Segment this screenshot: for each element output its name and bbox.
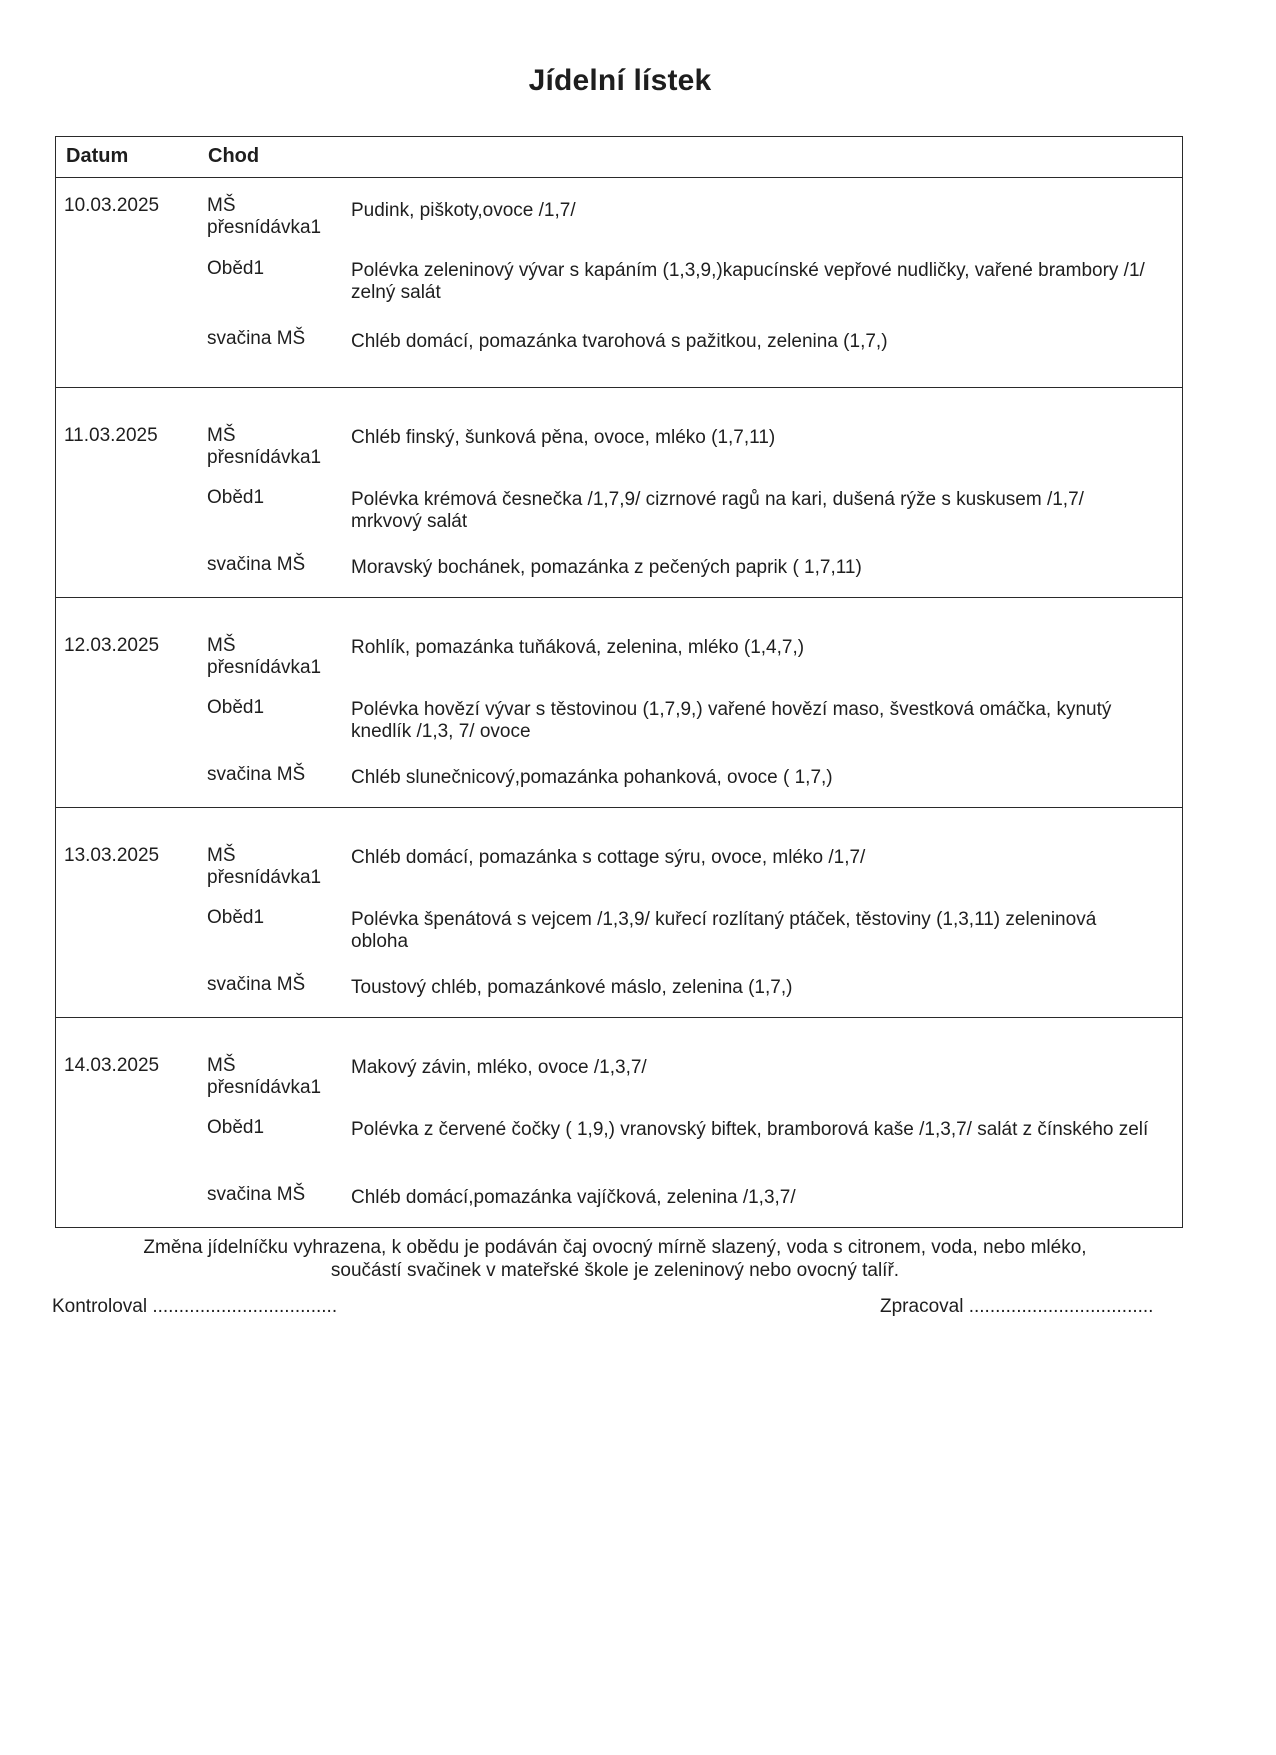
dish-text: Polévka zeleninový vývar s kapáním (1,3,9,)kapucínské vepřové nudličky, vařené brambory /1/ zelný salát bbox=[351, 260, 1145, 303]
dish-text: Chléb domácí,pomazánka vajíčková, zelenina /1,3,7/ bbox=[351, 1187, 796, 1208]
day-block bbox=[56, 598, 1182, 808]
course-name: Oběd1 bbox=[207, 487, 265, 508]
course-name: svačina MŠ bbox=[207, 764, 306, 785]
course-name: MŠ přesnídávka1 bbox=[207, 845, 322, 888]
course-name: MŠ přesnídávka1 bbox=[207, 425, 322, 468]
day-date: 13.03.2025 bbox=[64, 845, 160, 866]
day-block bbox=[56, 178, 1182, 388]
course-name: svačina MŠ bbox=[207, 328, 306, 349]
course-name: svačina MŠ bbox=[207, 554, 306, 575]
menu-table bbox=[55, 136, 1183, 1228]
dish-text: Chléb slunečnicový,pomazánka pohanková, ovoce ( 1,7,) bbox=[351, 767, 833, 788]
dish-text: Makový závin, mléko, ovoce /1,3,7/ bbox=[351, 1057, 647, 1078]
dish-text: Chléb finský, šunková pěna, ovoce, mléko (1,7,11) bbox=[351, 427, 776, 448]
course-name: Oběd1 bbox=[207, 697, 265, 718]
dish-text: Rohlík, pomazánka tuňáková, zelenina, mléko (1,4,7,) bbox=[351, 637, 805, 658]
note-line-1: Změna jídelníčku vyhrazena, k obědu je podáván čaj ovocný mírně slazený, voda s citronem, voda, nebo mléko, bbox=[143, 1237, 1087, 1258]
note-line-2: součástí svačinek v mateřské škole je zeleninový nebo ovocný talíř. bbox=[330, 1260, 900, 1281]
dish-text: Polévka hovězí vývar s těstovinou (1,7,9,) vařené hovězí maso, švestková omáčka, kynutý knedlík /1,3, 7/ ovoce bbox=[351, 699, 1112, 742]
course-name: Oběd1 bbox=[207, 1117, 265, 1138]
course-name: MŠ přesnídávka1 bbox=[207, 1055, 322, 1098]
day-block bbox=[56, 388, 1182, 598]
dish-text: Chléb domácí, pomazánka tvarohová s pažitkou, zelenina (1,7,) bbox=[351, 331, 888, 352]
day-date: 11.03.2025 bbox=[64, 425, 158, 446]
signature-prepared-by: Zpracoval ................................... bbox=[880, 1296, 1154, 1317]
header-chod: Chod bbox=[208, 145, 260, 167]
signature-checked-by: Kontroloval ................................... bbox=[52, 1296, 338, 1317]
table-header bbox=[56, 137, 1182, 178]
day-date: 14.03.2025 bbox=[64, 1055, 160, 1076]
course-name: MŠ přesnídávka1 bbox=[207, 635, 322, 678]
dish-text: Polévka z červené čočky ( 1,9,) vranovský biftek, bramborová kaše /1,3,7/ salát z čínského zelí bbox=[351, 1119, 1149, 1140]
dish-text: Polévka špenátová s vejcem /1,3,9/ kuřecí rozlítaný ptáček, těstoviny (1,3,11) zeleninová obloha bbox=[351, 909, 1097, 952]
dish-text: Pudink, piškoty,ovoce /1,7/ bbox=[351, 200, 576, 221]
day-block bbox=[56, 1018, 1182, 1227]
course-name: svačina MŠ bbox=[207, 1184, 306, 1205]
page-title: Jídelní lístek bbox=[528, 64, 712, 97]
day-date: 10.03.2025 bbox=[64, 195, 160, 216]
menu-note bbox=[60, 1236, 1170, 1282]
course-name: Oběd1 bbox=[207, 907, 265, 928]
header-datum: Datum bbox=[66, 145, 129, 167]
course-name: Oběd1 bbox=[207, 258, 265, 279]
course-name: svačina MŠ bbox=[207, 974, 306, 995]
dish-text: Moravský bochánek, pomazánka z pečených paprik ( 1,7,11) bbox=[351, 557, 862, 578]
day-date: 12.03.2025 bbox=[64, 635, 160, 656]
dish-text: Chléb domácí, pomazánka s cottage sýru, ovoce, mléko /1,7/ bbox=[351, 847, 866, 868]
dish-text: Polévka krémová česnečka /1,7,9/ cizrnové ragů na kari, dušená rýže s kuskusem /1,7/ mrkvový salát bbox=[351, 489, 1084, 532]
day-block bbox=[56, 808, 1182, 1018]
course-name: MŠ přesnídávka1 bbox=[207, 195, 322, 238]
dish-text: Toustový chléb, pomazánkové máslo, zelenina (1,7,) bbox=[351, 977, 793, 998]
